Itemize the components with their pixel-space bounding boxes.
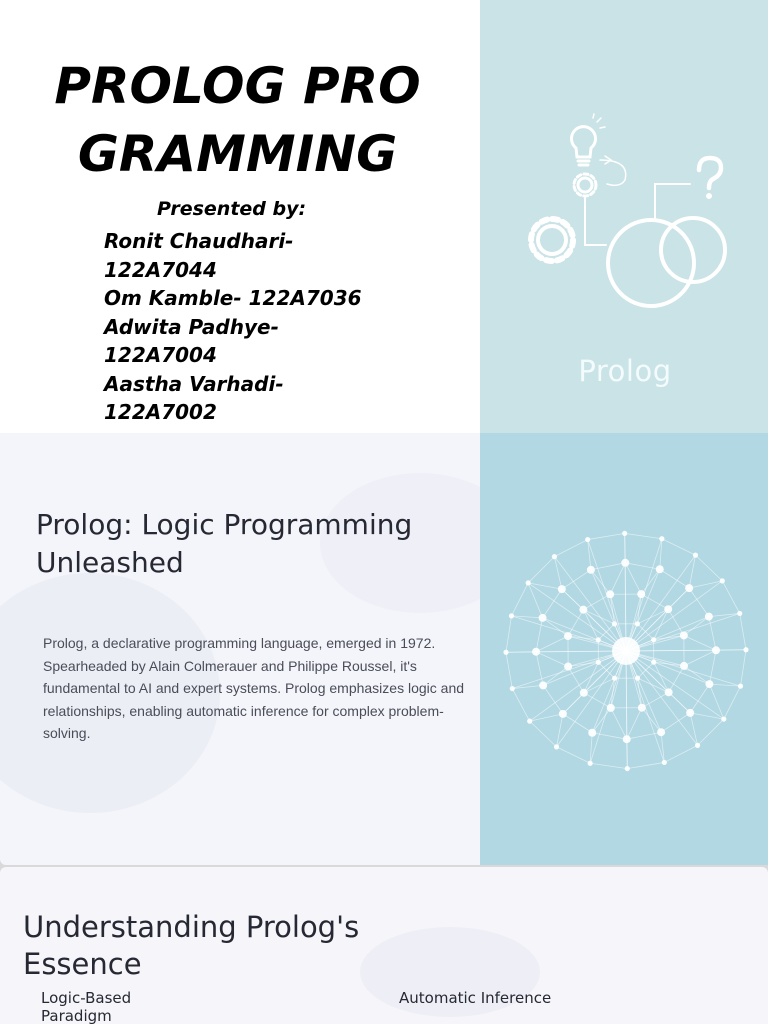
presented-by-label: Presented by: xyxy=(157,198,307,220)
presenter-name: Ronit Chaudhari- 122A7044 xyxy=(104,229,294,282)
presenter-list xyxy=(104,227,394,427)
presenter-name: Adwita Padhye- 122A7004 xyxy=(104,314,279,367)
presenter-name: Aastha Varhadi- 122A7002 xyxy=(104,371,284,424)
slide-title: Prolog: Logic Programming Unleashed xyxy=(36,508,413,579)
concept-item: Logic-Based Paradigm xyxy=(41,989,132,1024)
lightbulb-icon xyxy=(572,114,606,165)
intro-slide xyxy=(0,433,768,865)
slide-title: Understanding Prolog's Essence xyxy=(23,910,360,981)
essence-slide xyxy=(0,867,768,1024)
question-mark-icon xyxy=(699,158,721,198)
image-caption: Prolog xyxy=(578,354,672,388)
presentation-title: PROLOG PROGRAMMING xyxy=(54,57,421,183)
slide-body-text: Prolog, a declarative programming language, emerged in 1972. Spearheaded by Alain Colmerauer and Philippe Roussel, it's fundamental to AI and expert systems. Prolog emphasizes logic and relationships, enabling automatic inference for complex problem-solving. xyxy=(43,635,465,742)
presenter-name: Om Kamble- 122A7036 xyxy=(104,286,362,310)
interlocking-rings-icon xyxy=(608,218,725,306)
network-sphere-icon xyxy=(480,433,768,865)
prolog-concept-illustration xyxy=(480,100,768,330)
gear-icon xyxy=(531,219,573,261)
title-slide xyxy=(0,0,768,433)
small-gear-icon xyxy=(574,174,596,196)
concept-item: Automatic Inference xyxy=(399,989,552,1007)
